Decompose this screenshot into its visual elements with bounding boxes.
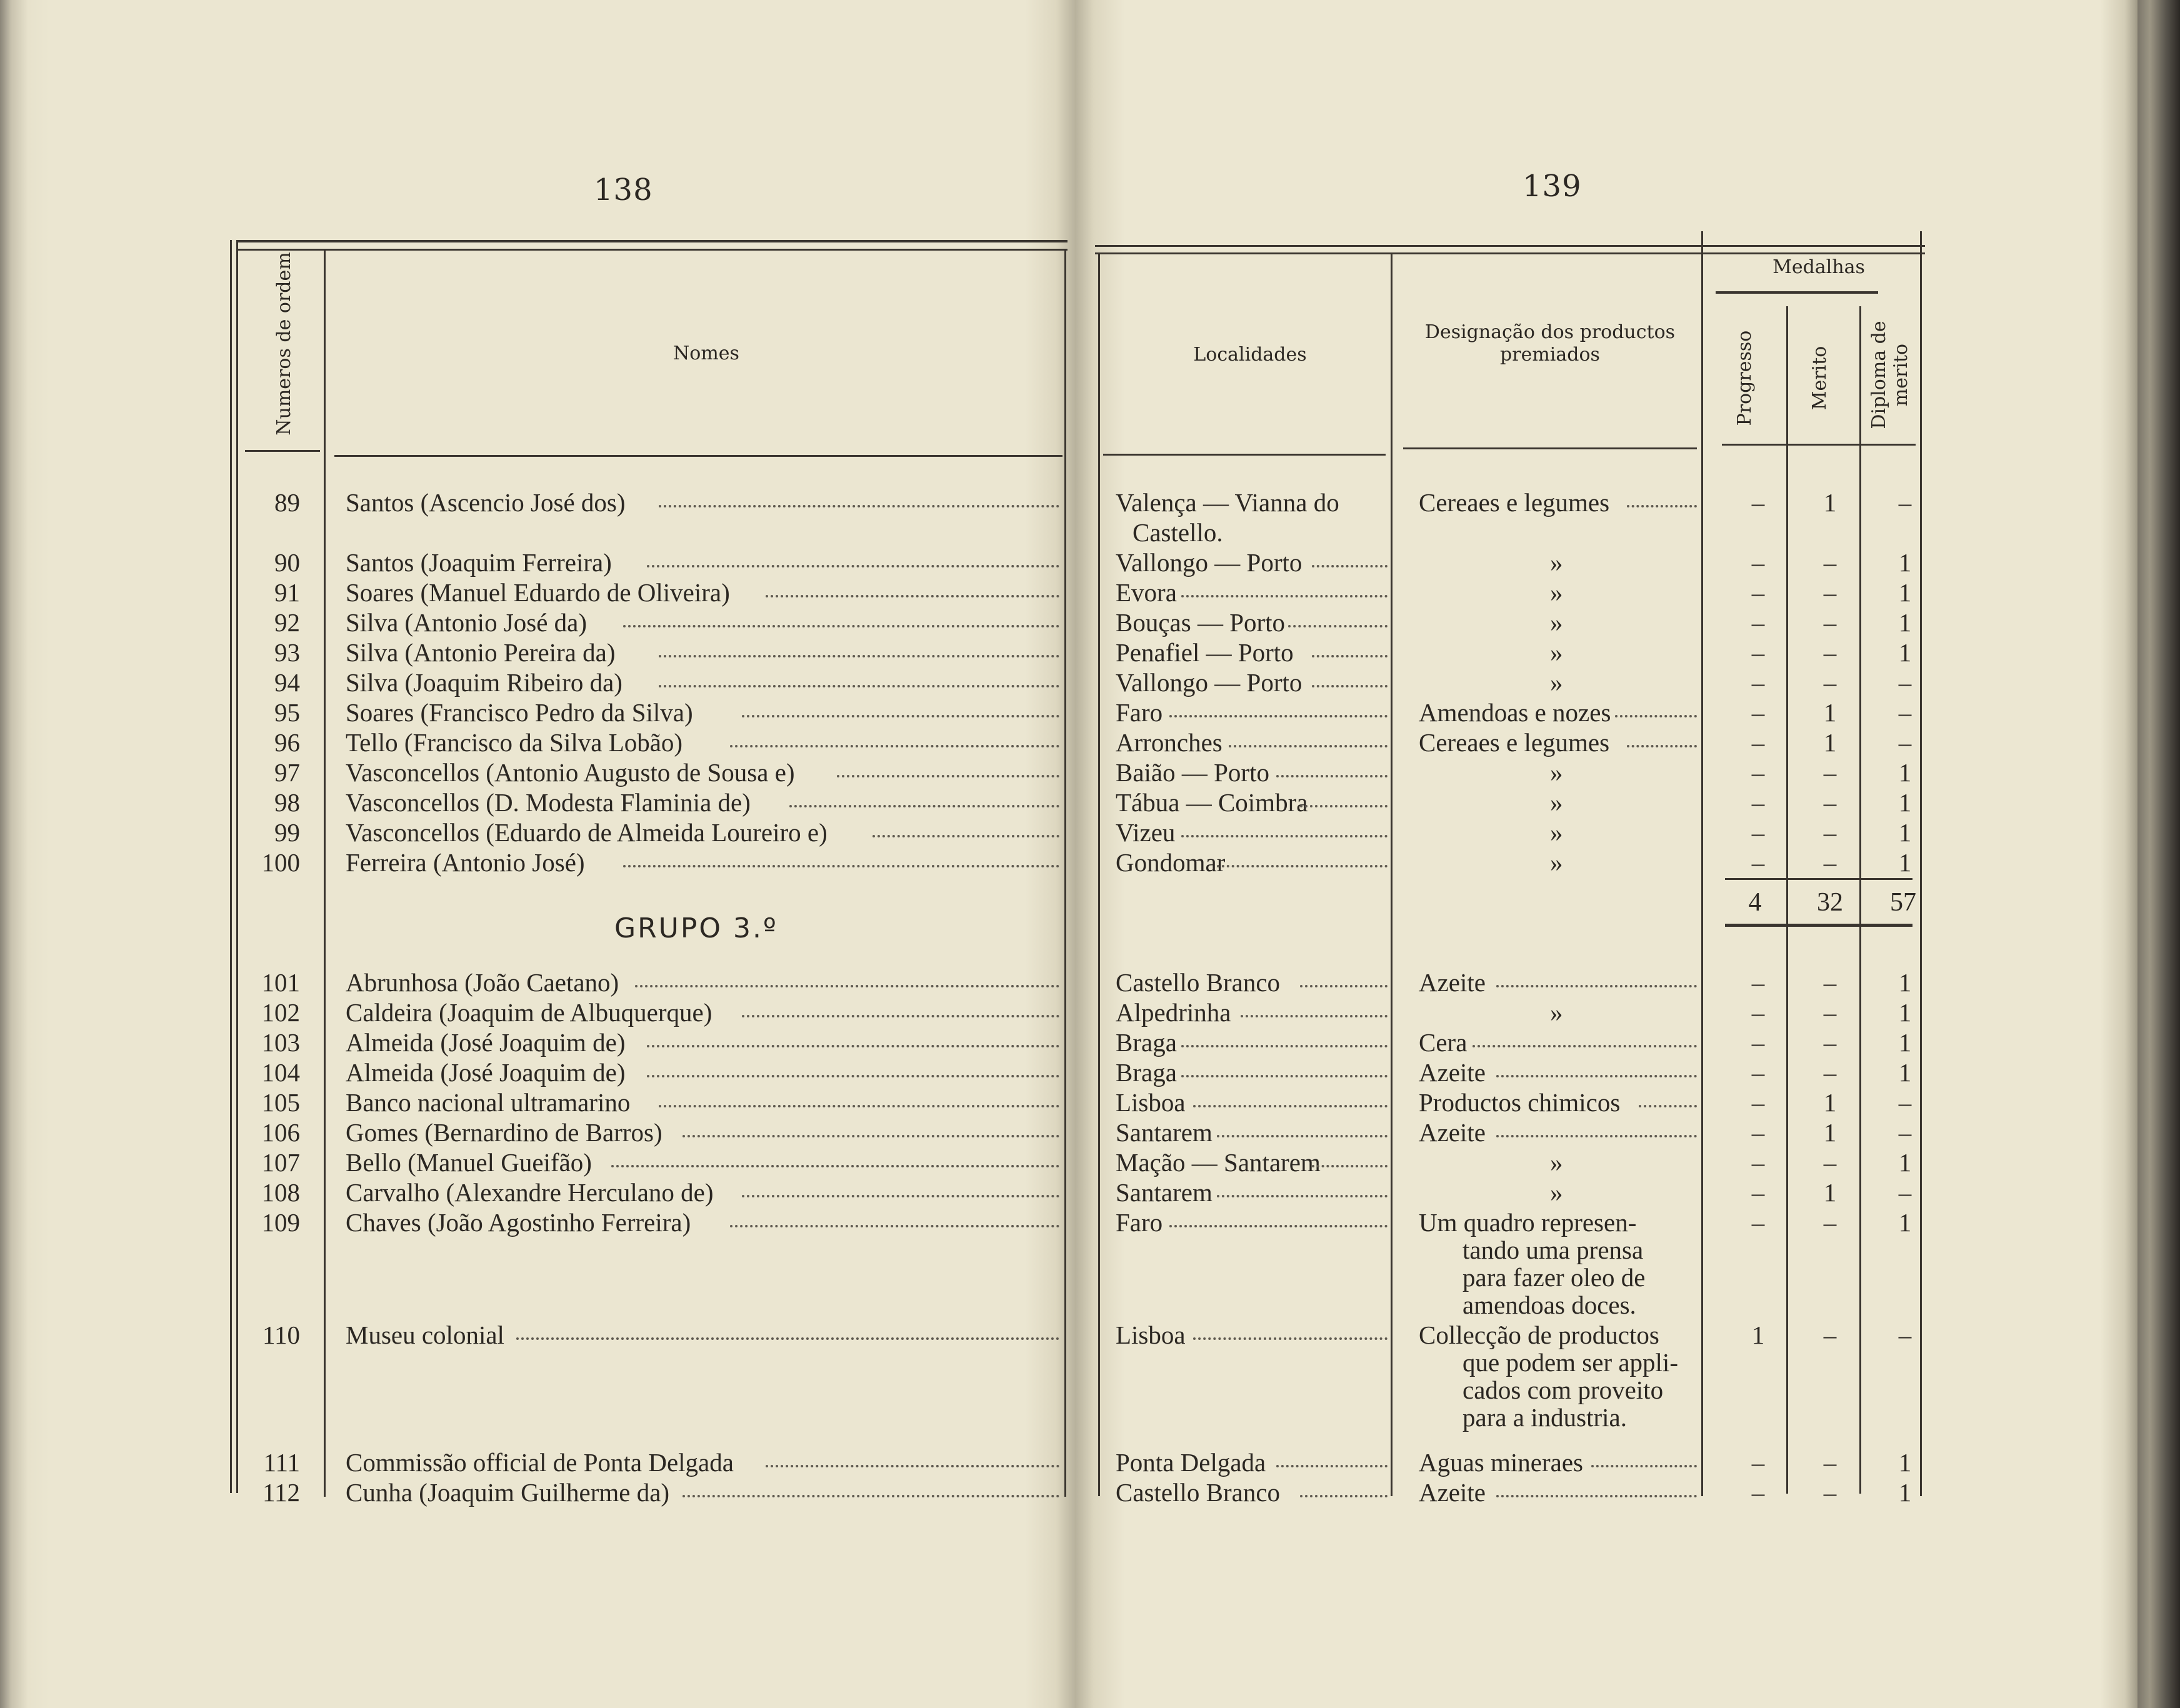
medal-merito: – <box>1823 638 1837 667</box>
leader-dots <box>1276 775 1388 777</box>
locality: Ponta Delgada <box>1116 1448 1266 1477</box>
locality: Tábua — Coimbra <box>1116 788 1308 817</box>
header-medalhas: Medalhas <box>1772 256 1865 278</box>
medal-diploma: – <box>1898 1178 1912 1207</box>
medal-merito: – <box>1823 578 1837 607</box>
leader-dots <box>1615 715 1697 717</box>
product: Azeite <box>1419 1118 1486 1147</box>
medal-diploma: – <box>1898 698 1912 727</box>
header-names: Nomes <box>673 342 739 364</box>
table-row <box>0 1207 2180 1319</box>
leader-dots <box>1312 1165 1388 1167</box>
medal-merito: – <box>1823 668 1837 697</box>
order-number: 93 <box>274 638 300 667</box>
product: » <box>1550 1178 1563 1207</box>
medal-diploma: 1 <box>1898 1478 1912 1507</box>
order-number: 111 <box>263 1448 300 1477</box>
header-diploma-2: merito <box>1890 343 1912 407</box>
leader-dots <box>1496 985 1697 987</box>
locality: Santarem <box>1116 1178 1212 1207</box>
medal-progresso: – <box>1751 668 1765 697</box>
medal-progresso: – <box>1751 998 1765 1027</box>
medal-diploma: – <box>1898 1088 1912 1117</box>
left-header-rule-2 <box>334 455 1062 457</box>
leader-dots <box>1181 1045 1388 1047</box>
product: » <box>1550 848 1563 877</box>
locality: Vallongo — Porto <box>1116 548 1302 577</box>
entry-name: Commissão official de Ponta Delgada <box>346 1448 734 1477</box>
total-merito: 32 <box>1817 888 1843 917</box>
table-row <box>0 547 2180 577</box>
order-number: 92 <box>274 608 300 637</box>
medal-merito: – <box>1823 1208 1837 1237</box>
entry-name: Soares (Manuel Eduardo de Oliveira) <box>346 578 730 607</box>
leader-dots <box>1496 1135 1697 1137</box>
entry-name: Banco nacional ultramarino <box>346 1088 631 1117</box>
medal-progresso: 1 <box>1751 1321 1765 1349</box>
header-diploma-1: Diploma de <box>1868 321 1890 429</box>
order-number: 104 <box>261 1058 300 1087</box>
medal-diploma: 1 <box>1898 1148 1912 1177</box>
locality: Baião — Porto <box>1116 758 1269 787</box>
table-row <box>0 1087 2180 1117</box>
order-number: 102 <box>261 998 300 1027</box>
medal-diploma: 1 <box>1898 818 1912 847</box>
product-cont: para a industria. <box>1462 1403 1627 1432</box>
locality: Gondomar <box>1116 848 1226 877</box>
medal-merito: – <box>1823 788 1837 817</box>
leader-dots <box>1627 505 1697 507</box>
medal-merito: – <box>1823 968 1837 997</box>
medal-diploma: 1 <box>1898 1448 1912 1477</box>
medal-progresso: – <box>1751 698 1765 727</box>
medal-diploma: 1 <box>1898 1058 1912 1087</box>
entry-name: Tello (Francisco da Silva Lobão) <box>346 728 683 757</box>
table-row <box>0 697 2180 727</box>
medal-progresso: – <box>1751 788 1765 817</box>
table-row <box>0 637 2180 667</box>
leader-dots <box>1472 1045 1697 1047</box>
right-header-rule-2 <box>1403 447 1697 449</box>
group-heading: GRUPO 3.º <box>614 912 778 944</box>
entry-name: Abrunhosa (João Caetano) <box>346 968 619 997</box>
table-row <box>0 1147 2180 1177</box>
product-cont: amendoas doces. <box>1462 1291 1636 1319</box>
medal-merito: 1 <box>1823 1118 1837 1147</box>
leader-dots <box>1496 1495 1697 1497</box>
header-merito: Merito <box>1809 346 1831 411</box>
leader-dots <box>1639 1105 1697 1107</box>
leader-dots <box>1300 805 1388 807</box>
leader-dots <box>1241 1015 1388 1017</box>
header-designacao-1: Designação dos productos <box>1424 321 1676 343</box>
medal-diploma: 1 <box>1898 578 1912 607</box>
medal-diploma: 1 <box>1898 848 1912 877</box>
total-diploma: 57 <box>1890 888 1916 917</box>
right-top-rule <box>1095 245 1925 247</box>
locality: Bouças — Porto <box>1116 608 1286 637</box>
leader-dots <box>1276 1465 1388 1467</box>
medal-diploma: – <box>1898 488 1912 517</box>
leader-dots <box>1312 565 1388 567</box>
product: Amendoas e nozes <box>1419 698 1611 727</box>
table-row <box>0 487 2180 547</box>
entry-name: Vasconcellos (Antonio Augusto de Sousa e) <box>346 758 795 787</box>
order-number: 94 <box>274 668 300 697</box>
table-row <box>0 667 2180 697</box>
medal-progresso: – <box>1751 758 1765 787</box>
leader-dots <box>1217 865 1388 867</box>
medal-diploma: 1 <box>1898 968 1912 997</box>
product: » <box>1550 818 1563 847</box>
locality-cont: Castello. <box>1132 518 1223 547</box>
entry-name: Gomes (Bernardino de Barros) <box>346 1118 662 1147</box>
product: Azeite <box>1419 1058 1486 1087</box>
product: » <box>1550 758 1563 787</box>
medal-merito: – <box>1823 1448 1837 1477</box>
leader-dots <box>1300 1495 1388 1497</box>
product: Collecção de productos <box>1419 1321 1659 1349</box>
medal-progresso: – <box>1751 1118 1765 1147</box>
order-number: 90 <box>274 548 300 577</box>
product: Productos chimicos <box>1419 1088 1621 1117</box>
table-row <box>0 847 2180 877</box>
locality: Penafiel — Porto <box>1116 638 1294 667</box>
product: Aguas mineraes <box>1419 1448 1583 1477</box>
locality: Arronches <box>1116 728 1222 757</box>
order-number: 103 <box>261 1028 300 1057</box>
medal-progresso: – <box>1751 1208 1765 1237</box>
table-row <box>0 1057 2180 1087</box>
medal-diploma: 1 <box>1898 788 1912 817</box>
medal-progresso: – <box>1751 1478 1765 1507</box>
table-row <box>0 727 2180 757</box>
leader-dots <box>1181 1075 1388 1077</box>
product: » <box>1550 608 1563 637</box>
leader-dots <box>1591 1465 1697 1467</box>
entry-name: Carvalho (Alexandre Herculano de) <box>346 1178 714 1207</box>
leader-dots <box>1181 595 1388 597</box>
medal-diploma: – <box>1898 1321 1912 1349</box>
product: » <box>1550 998 1563 1027</box>
medal-progresso: – <box>1751 968 1765 997</box>
product: » <box>1550 548 1563 577</box>
locality: Lisboa <box>1116 1088 1186 1117</box>
medal-merito: – <box>1823 1321 1837 1349</box>
locality: Valença — Vianna do <box>1116 488 1339 517</box>
locality: Faro <box>1116 1208 1163 1237</box>
medal-merito: 1 <box>1823 728 1837 757</box>
right-header-rule-1 <box>1103 454 1386 456</box>
order-number: 91 <box>274 578 300 607</box>
medal-merito: – <box>1823 818 1837 847</box>
medal-diploma: 1 <box>1898 608 1912 637</box>
table-row <box>0 757 2180 787</box>
totals-rule-top <box>1725 878 1912 880</box>
table-row <box>0 1117 2180 1147</box>
table-row <box>0 997 2180 1027</box>
order-number: 98 <box>274 788 300 817</box>
locality: Braga <box>1116 1058 1177 1087</box>
locality: Faro <box>1116 698 1163 727</box>
order-number: 108 <box>261 1178 300 1207</box>
medal-progresso: – <box>1751 1148 1765 1177</box>
medal-merito: – <box>1823 548 1837 577</box>
order-number: 97 <box>274 758 300 787</box>
medal-diploma: 1 <box>1898 998 1912 1027</box>
leader-dots <box>1627 745 1697 747</box>
product: Azeite <box>1419 1478 1486 1507</box>
locality: Lisboa <box>1116 1321 1186 1349</box>
order-number: 96 <box>274 728 300 757</box>
leader-dots <box>1288 625 1388 627</box>
header-designacao-2: premiados <box>1500 344 1600 366</box>
header-localidades: Localidades <box>1193 344 1307 366</box>
product-cont: cados com proveito <box>1462 1376 1664 1404</box>
leader-dots <box>1312 655 1388 657</box>
medal-merito: 1 <box>1823 698 1837 727</box>
table-row <box>0 967 2180 997</box>
medal-diploma: 1 <box>1898 638 1912 667</box>
medal-progresso: – <box>1751 1058 1765 1087</box>
medal-merito: 1 <box>1823 488 1837 517</box>
leader-dots <box>1217 1135 1388 1137</box>
leader-dots <box>1169 715 1388 717</box>
leader-dots <box>1181 835 1388 837</box>
header-order-number: Numeros de ordem <box>273 252 295 436</box>
medal-merito: – <box>1823 1478 1837 1507</box>
order-number: 100 <box>261 848 300 877</box>
table-row <box>0 1447 2180 1477</box>
leader-dots <box>1217 1195 1388 1197</box>
entry-name: Silva (Antonio Pereira da) <box>346 638 616 667</box>
product: » <box>1550 788 1563 817</box>
medal-progresso: – <box>1751 488 1765 517</box>
page-number-left: 138 <box>594 172 653 207</box>
totals-rule-bottom <box>1725 924 1912 927</box>
table-row <box>0 787 2180 817</box>
leader-dots <box>1193 1337 1388 1340</box>
product: » <box>1550 638 1563 667</box>
table-row <box>0 577 2180 607</box>
medal-diploma: 1 <box>1898 758 1912 787</box>
leader-dots <box>1300 985 1388 987</box>
medal-diploma: 1 <box>1898 548 1912 577</box>
entry-name: Silva (Antonio José da) <box>346 608 588 637</box>
locality: Mação — Santarem <box>1116 1148 1321 1177</box>
medal-progresso: – <box>1751 818 1765 847</box>
order-number: 106 <box>261 1118 300 1147</box>
medal-progresso: – <box>1751 608 1765 637</box>
leader-dots <box>1312 685 1388 687</box>
table-row <box>0 607 2180 637</box>
medal-merito: – <box>1823 758 1837 787</box>
medal-progresso: – <box>1751 848 1765 877</box>
table-row <box>0 1320 2180 1432</box>
medal-merito: – <box>1823 608 1837 637</box>
entry-name: Vasconcellos (Eduardo de Almeida Loureiro e) <box>346 818 828 847</box>
left-top-rule <box>236 240 1068 242</box>
entry-name: Soares (Francisco Pedro da Silva) <box>346 698 693 727</box>
medal-diploma: 1 <box>1898 1028 1912 1057</box>
product: » <box>1550 1148 1563 1177</box>
order-number: 105 <box>261 1088 300 1117</box>
medal-progresso: – <box>1751 728 1765 757</box>
header-progresso: Progresso <box>1734 330 1756 426</box>
medal-progresso: – <box>1751 578 1765 607</box>
right-header-rule-3 <box>1722 444 1916 446</box>
leader-dots <box>1169 1225 1388 1227</box>
locality: Braga <box>1116 1028 1177 1057</box>
order-number: 107 <box>261 1148 300 1177</box>
table-row <box>0 1477 2180 1507</box>
product-cont: que podem ser appli- <box>1462 1348 1678 1377</box>
order-number: 99 <box>274 818 300 847</box>
page-number-right: 139 <box>1522 169 1582 204</box>
entry-name: Silva (Joaquim Ribeiro da) <box>346 668 622 697</box>
medal-merito: 1 <box>1823 1088 1837 1117</box>
medal-progresso: – <box>1751 1178 1765 1207</box>
medal-diploma: – <box>1898 728 1912 757</box>
right-top-rule-2 <box>1095 252 1925 254</box>
locality: Vallongo — Porto <box>1116 668 1302 697</box>
entry-name: Ferreira (Antonio José) <box>346 848 585 877</box>
medal-diploma: – <box>1898 668 1912 697</box>
entry-name: Chaves (João Agostinho Ferreira) <box>346 1208 691 1237</box>
left-header-rule-1 <box>245 450 320 452</box>
leader-dots <box>1193 1105 1388 1107</box>
locality: Evora <box>1116 578 1177 607</box>
order-number: 109 <box>261 1208 300 1237</box>
product: » <box>1550 668 1563 697</box>
product-cont: tando uma prensa <box>1462 1236 1644 1264</box>
entry-name: Museu colonial <box>346 1321 504 1349</box>
medalhas-brace <box>1716 291 1878 294</box>
medal-progresso: – <box>1751 548 1765 577</box>
locality: Santarem <box>1116 1118 1212 1147</box>
medal-merito: – <box>1823 848 1837 877</box>
medal-merito: – <box>1823 998 1837 1027</box>
entry-name: Vasconcellos (D. Modesta Flaminia de) <box>346 788 751 817</box>
order-number: 112 <box>262 1478 300 1507</box>
entry-name: Santos (Ascencio José dos) <box>346 488 626 517</box>
order-number: 89 <box>274 488 300 517</box>
locality: Castello Branco <box>1116 1478 1281 1507</box>
order-number: 95 <box>274 698 300 727</box>
medal-progresso: – <box>1751 1448 1765 1477</box>
entry-name: Almeida (José Joaquim de) <box>346 1058 626 1087</box>
product-cont: para fazer oleo de <box>1462 1263 1646 1292</box>
product: » <box>1550 578 1563 607</box>
order-number: 110 <box>262 1321 300 1349</box>
entry-name: Caldeira (Joaquim de Albuquerque) <box>346 998 712 1027</box>
order-number: 101 <box>261 968 300 997</box>
product: Cereaes e legumes <box>1419 488 1610 517</box>
entry-name: Almeida (José Joaquim de) <box>346 1028 626 1057</box>
entry-name: Bello (Manuel Gueifão) <box>346 1148 592 1177</box>
medal-progresso: – <box>1751 638 1765 667</box>
table-row <box>0 817 2180 847</box>
left-top-rule-2 <box>236 249 1068 251</box>
medal-merito: – <box>1823 1028 1837 1057</box>
medal-merito: 1 <box>1823 1178 1837 1207</box>
medal-progresso: – <box>1751 1028 1765 1057</box>
entry-name: Cunha (Joaquim Guilherme da) <box>346 1478 670 1507</box>
product: Um quadro represen- <box>1419 1208 1637 1237</box>
medal-diploma: 1 <box>1898 1208 1912 1237</box>
locality: Vizeu <box>1116 818 1176 847</box>
product: Cera <box>1419 1028 1468 1057</box>
medal-diploma: – <box>1898 1118 1912 1147</box>
entry-name: Santos (Joaquim Ferreira) <box>346 548 612 577</box>
table-row <box>0 1027 2180 1057</box>
product: Azeite <box>1419 968 1486 997</box>
medal-merito: – <box>1823 1058 1837 1087</box>
table-row <box>0 1177 2180 1207</box>
leader-dots <box>1229 745 1388 747</box>
leader-dots <box>1496 1075 1697 1077</box>
medal-progresso: – <box>1751 1088 1765 1117</box>
locality: Castello Branco <box>1116 968 1281 997</box>
locality: Alpedrinha <box>1116 998 1231 1027</box>
total-progresso: 4 <box>1748 888 1762 917</box>
medal-merito: – <box>1823 1148 1837 1177</box>
product: Cereaes e legumes <box>1419 728 1610 757</box>
